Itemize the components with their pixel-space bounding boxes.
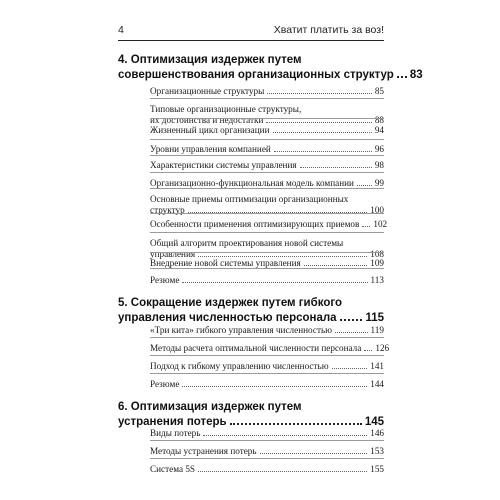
entry-page-number: 126 (375, 343, 390, 353)
entry-page-number: 85 (374, 86, 384, 96)
entry-page-number: 96 (374, 144, 384, 154)
entry-title: структур (150, 205, 185, 215)
entry-page-number: 108 (370, 249, 384, 259)
entry-title: Подход к гибкому управлению численностью (150, 361, 329, 371)
dot-leader (182, 379, 367, 387)
running-title: Хватит платить за воз! (273, 24, 384, 36)
toc-entry[interactable] (150, 144, 384, 155)
entry-title: Виды потерь (150, 428, 201, 438)
entry-separator (150, 232, 384, 233)
entry-page-number: 88 (374, 115, 384, 125)
entry-separator (150, 155, 384, 156)
entry-title: Организационно-функциональная модель компании (150, 178, 354, 188)
dot-leader (397, 67, 407, 78)
entry-title: «Три кита» гибкого управления численностью (150, 325, 333, 335)
entry-separator (150, 458, 384, 459)
entry-page-number: 94 (374, 125, 384, 135)
chapter-title-line: 5. Сокращение издержек путем гибкого (118, 297, 343, 309)
chapter-heading[interactable] (118, 53, 423, 82)
toc-entry[interactable] (150, 104, 384, 126)
entry-title: Основные приемы оптимизации организационных (150, 194, 349, 204)
dot-leader (335, 325, 368, 333)
entry-page-number: 155 (370, 464, 384, 474)
entry-title: Методы устранения потерь (150, 446, 257, 456)
entry-separator (150, 337, 384, 338)
dot-leader (332, 361, 368, 369)
entry-separator (150, 139, 384, 140)
dot-leader (230, 414, 362, 425)
entry-title: Резюме (150, 275, 180, 285)
entry-title: Особенности применения оптимизирующих приемов (150, 219, 360, 229)
toc-entry[interactable] (150, 238, 384, 260)
dot-leader (364, 343, 372, 351)
dot-leader (362, 219, 370, 227)
chapter-page-number: 83 (409, 69, 423, 81)
dot-leader (340, 310, 363, 321)
toc-entry[interactable] (150, 86, 384, 97)
dot-leader (300, 160, 372, 168)
dot-leader (273, 125, 372, 133)
header-rule (118, 40, 384, 41)
chapter-title-line: 4. Оптимизация издержек путем (118, 54, 302, 66)
dot-leader (188, 205, 368, 213)
entry-title: Методы расчета оптимальной численности персонала (150, 343, 362, 353)
dot-leader (203, 428, 367, 436)
entry-page-number: 119 (370, 325, 384, 335)
entry-title: Общий алгоритм проектирования новой системы (150, 238, 344, 248)
entry-separator (150, 440, 384, 441)
page-number: 4 (118, 24, 124, 36)
entry-title: Внедрение новой системы управления (150, 258, 301, 268)
chapter-title-line: 6. Оптимизация издержек путем (118, 401, 302, 413)
entry-title: управления (150, 249, 196, 259)
entry-title: Жизненный цикл организации (150, 125, 270, 135)
entry-page-number: 146 (370, 428, 384, 438)
dot-leader (182, 275, 367, 283)
entry-page-number: 141 (370, 361, 384, 371)
chapter-heading[interactable] (118, 400, 384, 429)
entry-separator (150, 268, 384, 269)
chapter-page-number: 145 (364, 416, 384, 428)
chapter-page-number: 115 (365, 312, 384, 324)
entry-separator (150, 213, 384, 214)
entry-page-number: 113 (370, 275, 384, 285)
entry-title: Система 5S (150, 464, 196, 474)
toc-entry[interactable] (150, 160, 384, 171)
entry-separator (150, 98, 384, 99)
entry-separator (150, 172, 384, 173)
toc-entry[interactable] (150, 428, 384, 439)
toc-entry[interactable] (150, 361, 384, 372)
entry-separator (150, 373, 384, 374)
entry-page-number: 109 (370, 258, 384, 268)
entry-page-number: 99 (374, 178, 384, 188)
chapter-heading[interactable] (118, 296, 384, 325)
page-header (118, 22, 384, 38)
entry-title: Резюме (150, 379, 180, 389)
toc-entry[interactable] (150, 464, 384, 475)
dot-leader (304, 258, 368, 266)
toc-entry[interactable] (150, 125, 384, 136)
entry-title: Организационные структуры (150, 86, 265, 96)
entry-separator (150, 118, 384, 119)
entry-title: Типовые организационные структуры, (150, 104, 302, 114)
entry-title: Характеристики системы управления (150, 160, 297, 170)
entry-separator (150, 355, 384, 356)
toc-entry[interactable] (150, 379, 384, 390)
entry-title: Уровни управления компанией (150, 144, 271, 154)
entry-separator (150, 252, 384, 253)
dot-leader (266, 115, 371, 123)
entry-page-number: 102 (373, 219, 388, 229)
entry-separator (150, 188, 384, 189)
chapter-title-line: устранения потерь (118, 416, 227, 428)
entry-page-number: 98 (374, 160, 384, 170)
toc-entry[interactable] (150, 343, 390, 354)
dot-leader (198, 249, 367, 257)
chapter-title-line: управления численностью персонала (118, 312, 337, 324)
dot-leader (274, 144, 372, 152)
entry-title: их достоинства и недостатки (150, 115, 264, 125)
entry-page-number: 153 (370, 446, 384, 456)
toc-entry[interactable] (150, 325, 384, 336)
dot-leader (198, 464, 367, 472)
dot-leader (260, 446, 368, 454)
toc-entry[interactable] (150, 275, 384, 286)
entry-page-number: 100 (370, 205, 384, 215)
toc-entry[interactable] (150, 446, 384, 457)
dot-leader (357, 178, 372, 186)
dot-leader (267, 86, 372, 94)
entry-page-number: 144 (370, 379, 384, 389)
toc-entry[interactable] (150, 219, 388, 230)
chapter-title-line: совершенствования организационных структур (118, 69, 394, 81)
